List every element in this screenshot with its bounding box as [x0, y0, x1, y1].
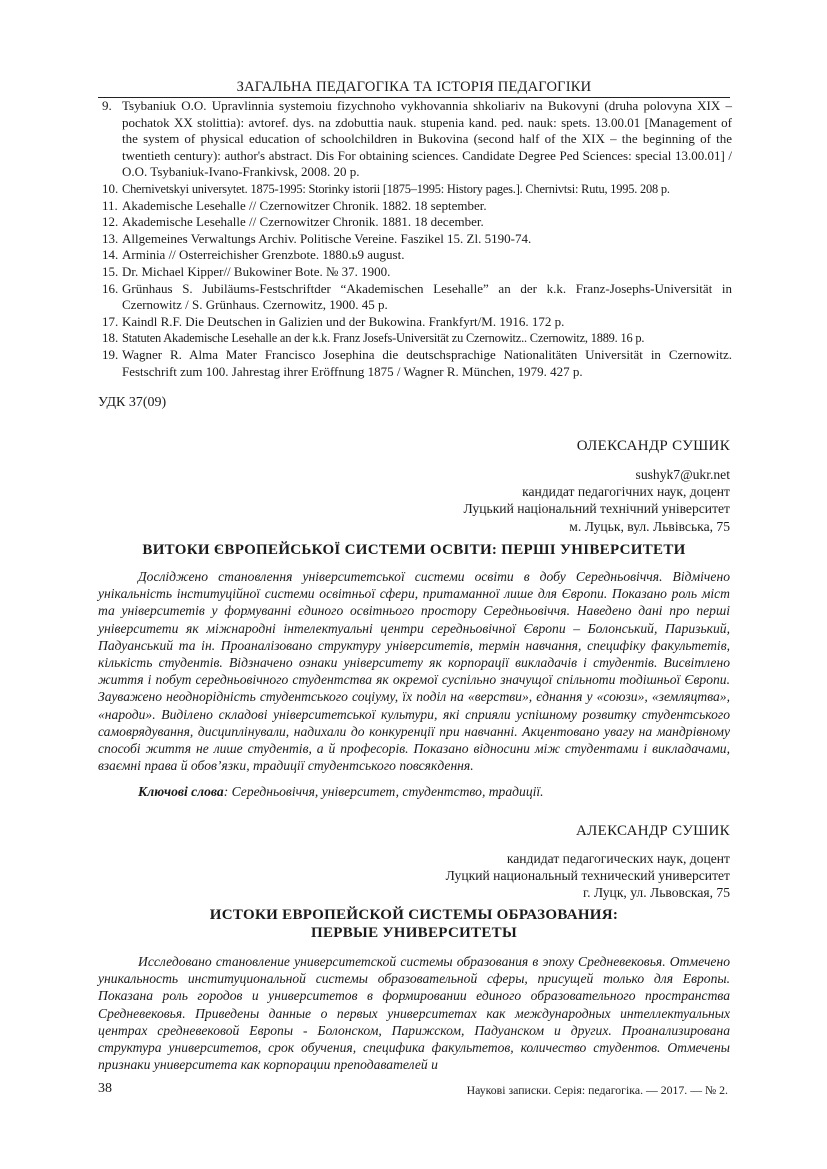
article-title-ru-line2: ПЕРВЫЕ УНИВЕРСИТЕТЫ	[311, 925, 517, 941]
reference-number: 12.	[102, 214, 119, 230]
author-address: м. Луцьк, вул. Львівська, 75	[569, 518, 730, 534]
reference-number: 14.	[102, 247, 119, 263]
reference-item	[100, 330, 732, 347]
reference-text: Allgemeines Verwaltungs Archiv. Politische Vereine. Faszikel 15. Zl. 5190-74.	[122, 230, 532, 246]
reference-list	[100, 98, 732, 380]
reference-item	[100, 247, 732, 264]
reference-text: Arminia // Osterreichisher Grenzbote. 1880.ь9 august.	[122, 247, 405, 263]
running-header: ЗАГАЛЬНА ПЕДАГОГІКА ТА ІСТОРІЯ ПЕДАГОГІКИ	[98, 78, 730, 98]
reference-number: 16.	[102, 280, 119, 296]
author-degree: кандидат педагогічних наук, доцент	[522, 484, 730, 500]
reference-number: 18.	[102, 330, 119, 346]
article-title-ru-line1: ИСТОКИ ЕВРОПЕЙСКОЙ СИСТЕМЫ ОБРАЗОВАНИЯ:	[209, 907, 619, 923]
journal-footer: Наукові записки. Серія: педагогіка. — 2017. — № 2.	[466, 1083, 728, 1097]
reference-text: Tsybaniuk O.O. Upravlinnia systemoiu fizychnoho vykhovannia shkoliariv na Bukovyni (druha polovyna XIX – pochatok XX stolittia): avtoref. dys. na zdobuttia nauk. stupenia kand. ped. nauk: spets. 13.00.01 [Management of the system of physical education of schoolchildren in Bukovina (second half of the XIX – the beginning of the twentieth century): author's abstract. Dis For obtaining sciences. Candidate Degree Ped Sciences: special 13.00.01] / O.O. Tsybaniuk-Ivano-Frankivsk, 2008. 20 p.	[122, 98, 732, 180]
article-title-ru	[98, 906, 730, 942]
reference-number: 15.	[102, 263, 119, 279]
author-affiliation-ru	[446, 850, 730, 902]
reference-number: 9.	[102, 98, 112, 113]
page-number: 38	[98, 1081, 112, 1096]
author-university: Луцкий национальный технический университет	[445, 868, 730, 884]
reference-text: Kaindl R.F. Die Deutschen in Galizien und der Bukowina. Frankfyrt/M. 1916. 172 p.	[122, 313, 565, 329]
udk-code: УДК 37(09)	[98, 395, 167, 410]
reference-item	[100, 231, 732, 248]
reference-text: Akademische Lesehalle // Czernowitzer Chronik. 1882. 18 september.	[122, 197, 487, 213]
reference-item	[100, 214, 732, 231]
author-name-ru: АЛЕКСАНДР СУШИК	[576, 823, 730, 839]
keywords-ua	[138, 784, 544, 800]
reference-item	[100, 181, 732, 198]
abstract-ru: Исследовано становление университетской системы образования в эпоху Средневековья. Отмечено уникальность институциональной системы образовательной сферы, присущей только для Европы. Показана роль городов и университетов в формировании единого образовательного пространства Средневековья. Приведены данные о первых университетах как международных интеллектуальных центрах средневековой Европы - Болонском, Парижском, Падуанском и других. Проанализирована структура университетов, срок обучения, специфика факультетов, количество студентов. Отмечены признаки университета как корпорации преподавателей и	[98, 954, 730, 1073]
reference-text: Dr. Michael Kipper// Bukowiner Bote. № 37. 1900.	[122, 263, 391, 279]
reference-number: 10.	[102, 180, 119, 196]
reference-number: 17.	[102, 313, 119, 329]
reference-item	[100, 264, 732, 281]
reference-number: 13.	[102, 230, 119, 246]
reference-item	[100, 198, 732, 215]
article-title-ua: ВИТОКИ ЄВРОПЕЙСЬКОЇ СИСТЕМИ ОСВІТИ: ПЕРШІ УНІВЕРСИТЕТИ	[142, 542, 686, 558]
keywords-label: Ключові слова	[138, 784, 224, 799]
author-name-ua: ОЛЕКСАНДР СУШИК	[576, 438, 730, 454]
abstract-ua: Досліджено становлення університетської системи освіти в добу Середньовіччя. Відмічено унікальність інституційної системи освітньої сфери, притаманної лише для Європи. Показано роль міст та університетів у формуванні єдиного освітнього простору Середньовіччя. Наведено дані про перші університети як міжнародні інтелектуальні центри середньовічної Європи – Болонський, Паризький, Падуанський та ін. Проаналізовано структуру університетів, термін навчання, специфіку факультетів, кількість студентів. Відзначено ознаки університету як корпорації викладачів і студентів. Висвітлено життя і побут середньовічного студентства як окремої суспільно значущої спільноти тодішньої Європи. Зауважено неоднорідність студентського соціуму, їх поділ на «верстви», єднання у «союзи», «земляцтва», «народи». Виділено складові університетської культури, які сприяли успішному розвитку студентського самоврядування, дисциплінували, надихали до конкуренції при навчанні. Акцентовано увагу на мандрівному способі життя не лише студентів, а й професорів. Показано відносини між студентами і викладачами, взаємні права й обов’язки, традиції студентського повсякдення.	[98, 569, 730, 774]
reference-text: Wagner R. Alma Mater Francisco Josephina die deutschsprachige Nationalitäten Universität in Czernowitz. Festschrift zum 100. Jahrestag ihrer Eröffnung 1875 / Wagner R. München, 1979. 427 p.	[122, 346, 732, 379]
reference-item	[100, 98, 732, 181]
reference-item	[100, 347, 732, 380]
reference-number: 19.	[102, 346, 119, 362]
reference-text: Akademische Lesehalle // Czernowitzer Chronik. 1881. 18 december.	[122, 214, 484, 230]
reference-item	[100, 281, 732, 314]
reference-number: 11.	[102, 197, 118, 213]
author-degree: кандидат педагогических наук, доцент	[506, 851, 730, 866]
keywords-text: : Середньовіччя, університет, студентство, традиції.	[223, 784, 544, 799]
reference-text: Statuten Akademische Lesehalle an der k.k. Franz Josefs-Universität zu Czernowitz.. Czernowitz, 1889. 16 p.	[122, 331, 645, 346]
reference-text: Chernivetskyi universytet. 1875-1995: Storinky istorii [1875–1995: History pages.]. Chernivtsi: Rutu, 1995. 208 p.	[122, 181, 670, 196]
author-affiliation-ua	[464, 466, 730, 535]
author-email: sushyk7@ukr.net	[635, 467, 730, 482]
reference-item	[100, 314, 732, 331]
reference-text: Grünhaus S. Jubiläums-Festschriftder “Akademischen Lesehalle” an der k.k. Franz-Josephs-Universität in Czernowitz / S. Grünhaus. Czernowitz, 1900. 45 p.	[122, 280, 732, 313]
author-address: г. Луцк, ул. Львовская, 75	[583, 885, 730, 901]
author-university: Луцький національний технічний університет	[463, 501, 730, 517]
